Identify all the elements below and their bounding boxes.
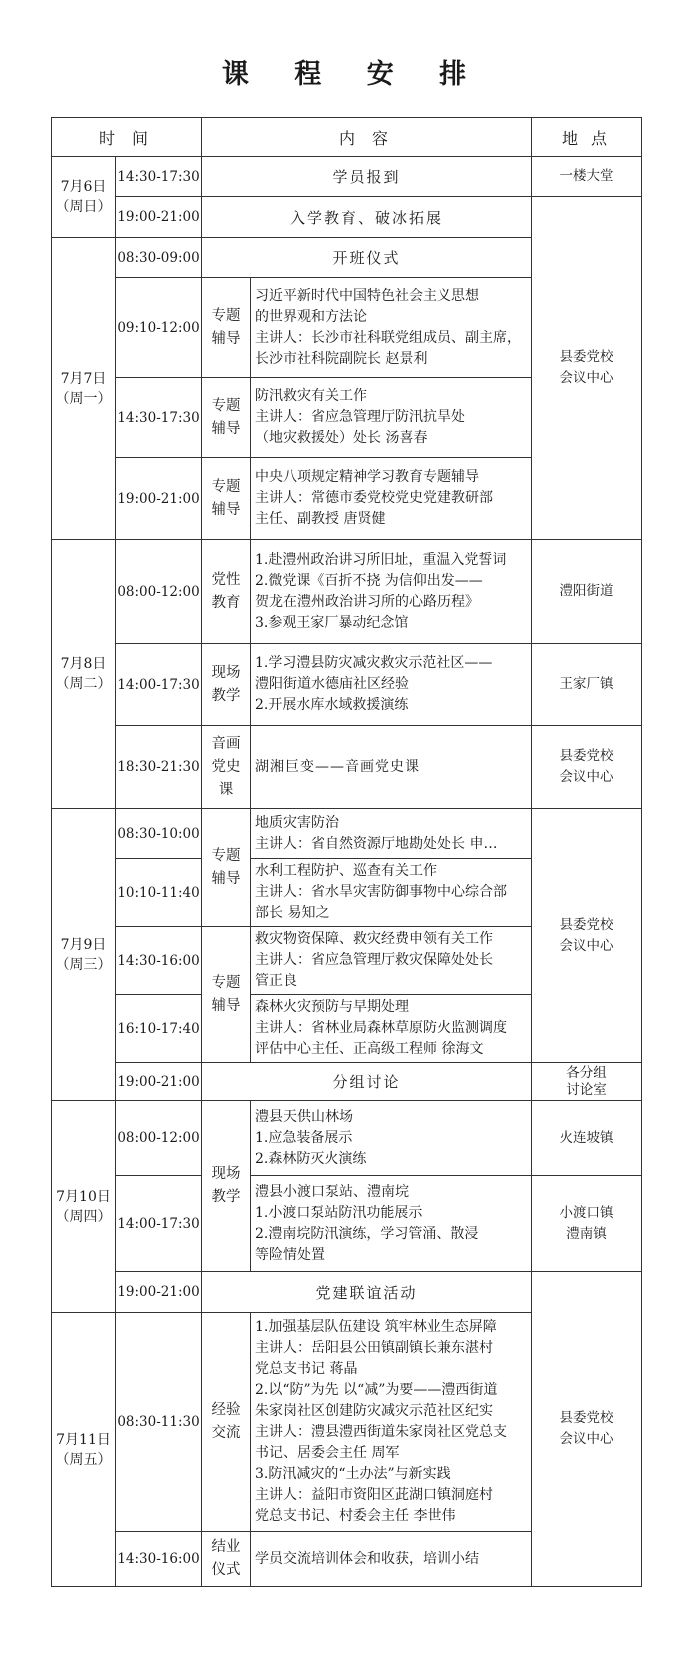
content-line: 主讲人：省应急管理厅救灾保障处处长 xyxy=(255,952,493,968)
content-cell xyxy=(251,927,532,995)
content-line: 1.小渡口泵站防汛功能展示 xyxy=(255,1204,423,1221)
date-label: 7月6日 xyxy=(60,179,107,195)
content-line: 2.森林防灭火演练 xyxy=(255,1150,367,1167)
type-label: 音画 xyxy=(211,735,241,752)
content-cell: 学员交流培训体会和收获，培训小结 xyxy=(251,1532,532,1587)
type-cell xyxy=(202,1101,251,1272)
time-cell: 10:10-11:40 xyxy=(116,859,202,927)
date-cell xyxy=(52,157,116,238)
time-cell: 14:30-16:00 xyxy=(116,1532,202,1587)
content-line: 救灾物资保障、救灾经费申领有关工作 xyxy=(255,931,493,947)
weekday-label: （周一） xyxy=(55,390,112,407)
location-line: 县委党校 xyxy=(559,748,614,764)
table-row xyxy=(52,1272,642,1313)
date-cell xyxy=(52,1313,116,1587)
type-label: 教育 xyxy=(211,594,241,611)
type-label: 经验 xyxy=(211,1402,241,1418)
table-row xyxy=(52,197,642,238)
location-cell xyxy=(532,809,642,1063)
location-cell xyxy=(532,1063,642,1101)
location-line: 会议中心 xyxy=(559,769,614,785)
content-line: 朱家岗社区创建防灾减灾示范社区纪实 xyxy=(255,1403,493,1419)
content-line: 水利工程防护、巡查有关工作 xyxy=(255,863,437,879)
content-line: 澧县小渡口泵站、澧南垸 xyxy=(255,1183,409,1200)
location-line: 各分组 xyxy=(566,1064,607,1081)
table-row xyxy=(52,157,642,197)
content-cell xyxy=(251,458,532,540)
content-cell xyxy=(251,378,532,458)
header-content: 内 容 xyxy=(202,118,532,157)
weekday-label: （周日） xyxy=(55,199,112,215)
time-cell: 18:30-21:30 xyxy=(116,726,202,809)
type-label: 仪式 xyxy=(211,1562,241,1578)
location-line: 县委党校 xyxy=(559,1410,614,1426)
schedule-table xyxy=(51,117,642,1587)
location-line: 会议中心 xyxy=(559,370,614,386)
location-line: 澧南镇 xyxy=(566,1225,607,1242)
content-line: 贺龙在澧州政治讲习所的心路历程》 xyxy=(255,593,479,610)
content-cell xyxy=(251,1176,532,1272)
content-line: 澧阳街道水德庙社区经验 xyxy=(255,676,409,692)
table-header-row xyxy=(52,118,642,157)
location-cell xyxy=(532,197,642,540)
content-cell xyxy=(251,859,532,927)
content-cell xyxy=(251,278,532,378)
type-label: 教学 xyxy=(211,1189,241,1205)
type-cell xyxy=(202,809,251,927)
table-row xyxy=(52,1176,642,1272)
time-cell: 14:00-17:30 xyxy=(116,1176,202,1272)
content-line: （地灾救援处）处长 汤喜春 xyxy=(255,430,428,446)
content-line: 主讲人：长沙市社科联党组成员、副主席， xyxy=(255,329,521,346)
content-cell xyxy=(251,644,532,726)
table-row xyxy=(52,1063,642,1101)
time-cell: 14:00-17:30 xyxy=(116,644,202,726)
type-cell xyxy=(202,540,251,644)
content-line: 部长 易知之 xyxy=(255,905,330,921)
content-cell xyxy=(251,1101,532,1176)
time-cell: 08:00-12:00 xyxy=(116,540,202,644)
date-label: 7月7日 xyxy=(60,370,107,387)
time-cell: 08:30-09:00 xyxy=(116,238,202,278)
type-label: 专题 xyxy=(211,847,241,864)
time-cell: 08:30-11:30 xyxy=(116,1313,202,1532)
time-cell: 19:00-21:00 xyxy=(116,458,202,540)
content-cell xyxy=(251,540,532,644)
location-line: 讨论室 xyxy=(566,1081,607,1098)
location-cell: 一楼大堂 xyxy=(532,157,642,197)
location-line: 会议中心 xyxy=(559,937,614,954)
type-label: 党性 xyxy=(211,571,241,588)
content-cell: 党建联谊活动 xyxy=(202,1272,532,1313)
time-cell: 14:30-17:30 xyxy=(116,378,202,458)
content-line: 主任、副教授 唐贤健 xyxy=(255,511,386,527)
type-cell xyxy=(202,378,251,458)
type-label: 辅导 xyxy=(211,870,241,887)
weekday-label: （周五） xyxy=(55,1451,112,1468)
date-label: 7月11日 xyxy=(56,1431,111,1448)
content-line: 长沙市社科院副院长 赵景利 xyxy=(255,350,428,367)
type-label: 结业 xyxy=(211,1539,241,1555)
content-line: 主讲人：澧县澧西街道朱家岗社区党总支 xyxy=(255,1424,507,1440)
type-cell xyxy=(202,1532,251,1587)
time-cell: 19:00-21:00 xyxy=(116,1272,202,1313)
time-cell: 19:00-21:00 xyxy=(116,1063,202,1101)
content-line: 森林火灾预防与早期处理 xyxy=(255,999,409,1015)
type-label: 辅导 xyxy=(211,997,241,1014)
date-label: 7月10日 xyxy=(56,1188,111,1205)
type-label: 现场 xyxy=(211,664,241,681)
page-title: 课 程 安 排 xyxy=(221,59,485,90)
date-cell xyxy=(52,238,116,540)
content-line: 2.微党课《百折不挠 为信仰出发—— xyxy=(255,572,483,589)
content-line: 党总支书记、村委会主任 李世伟 xyxy=(255,1508,456,1524)
content-cell xyxy=(251,809,532,859)
content-cell xyxy=(251,995,532,1063)
weekday-label: （周四） xyxy=(55,1208,112,1225)
content-cell: 开班仪式 xyxy=(202,238,532,278)
content-line: 管正良 xyxy=(255,973,297,989)
type-label: 现场 xyxy=(211,1166,241,1182)
content-line: 2.开展水库水域救援演练 xyxy=(255,697,409,713)
content-line: 主讲人：省林业局森林草原防火监测调度 xyxy=(255,1020,507,1036)
content-line: 2.以“防”为先 以“减”为要——澧西街道 xyxy=(255,1382,498,1398)
table-row xyxy=(52,644,642,726)
content-line: 中央八项规定精神学习教育专题辅导 xyxy=(255,469,479,485)
content-line: 3.参观王家厂暴动纪念馆 xyxy=(255,614,409,631)
time-cell: 14:30-16:00 xyxy=(116,927,202,995)
content-line: 主讲人：益阳市资阳区茈湖口镇洞庭村 xyxy=(255,1487,493,1503)
content-line: 防汛救灾有关工作 xyxy=(255,388,367,404)
time-cell: 08:00-12:00 xyxy=(116,1101,202,1176)
type-label: 课 xyxy=(218,781,234,798)
type-label: 专题 xyxy=(211,478,241,495)
content-cell xyxy=(251,1313,532,1532)
location-cell xyxy=(532,726,642,809)
location-line: 县委党校 xyxy=(559,349,614,365)
type-label: 交流 xyxy=(211,1425,241,1441)
location-cell: 火连坡镇 xyxy=(532,1101,642,1176)
date-cell xyxy=(52,1101,116,1313)
location-cell xyxy=(532,1176,642,1272)
content-line: 1.加强基层队伍建设 筑牢林业生态屏障 xyxy=(255,1319,497,1335)
content-line: 主讲人：常德市委党校党史党建教研部 xyxy=(255,490,493,506)
content-line: 主讲人：省自然资源厅地勘处处长 申… xyxy=(255,835,498,852)
type-cell xyxy=(202,1313,251,1532)
location-line: 小渡口镇 xyxy=(559,1204,614,1221)
table-row xyxy=(52,540,642,644)
type-label: 教学 xyxy=(211,687,241,704)
content-line: 主讲人：省应急管理厅防汛抗旱处 xyxy=(255,409,465,425)
content-cell: 入学教育、破冰拓展 xyxy=(202,197,532,238)
time-cell: 14:30-17:30 xyxy=(116,157,202,197)
content-cell: 湖湘巨变——音画党史课 xyxy=(251,726,532,809)
content-line: 3.防汛减灾的“土办法”与新实践 xyxy=(255,1466,451,1482)
table-row xyxy=(52,1101,642,1176)
type-label: 专题 xyxy=(211,307,241,324)
content-line: 党总支书记 蒋晶 xyxy=(255,1361,358,1377)
content-line: 主讲人：岳阳县公田镇副镇长兼东湛村 xyxy=(255,1340,493,1356)
content-line: 评估中心主任、正高级工程师 徐海文 xyxy=(255,1041,484,1057)
location-line: 会议中心 xyxy=(559,1431,614,1447)
content-line: 书记、居委会主任 周军 xyxy=(255,1445,400,1461)
type-cell xyxy=(202,927,251,1063)
type-cell xyxy=(202,726,251,809)
content-line: 1.赴澧州政治讲习所旧址，重温入党誓词 xyxy=(255,551,507,568)
type-cell xyxy=(202,278,251,378)
location-line: 县委党校 xyxy=(559,916,614,933)
content-line: 1.应急装备展示 xyxy=(255,1129,353,1146)
content-cell: 分组讨论 xyxy=(202,1063,532,1101)
date-cell xyxy=(52,809,116,1101)
location-cell: 王家厂镇 xyxy=(532,644,642,726)
header-location: 地 点 xyxy=(532,118,642,157)
content-line: 地质灾害防治 xyxy=(255,814,339,831)
type-label: 辅导 xyxy=(211,420,241,437)
content-line: 澧县天供山林场 xyxy=(255,1108,353,1125)
type-label: 辅导 xyxy=(211,330,241,347)
date-label: 7月9日 xyxy=(60,936,107,953)
type-label: 辅导 xyxy=(211,501,241,518)
header-time: 时 间 xyxy=(52,118,202,157)
content-line: 的世界观和方法论 xyxy=(255,308,367,325)
type-cell xyxy=(202,644,251,726)
type-label: 专题 xyxy=(211,974,241,991)
date-cell xyxy=(52,540,116,809)
content-line: 2.澧南垸防汛演练，学习管涌、散浸 xyxy=(255,1225,479,1242)
content-cell: 学员报到 xyxy=(202,157,532,197)
content-line: 主讲人：省水旱灾害防御事物中心综合部 xyxy=(255,884,507,900)
content-line: 等险情处置 xyxy=(255,1246,325,1263)
time-cell: 16:10-17:40 xyxy=(116,995,202,1063)
location-cell xyxy=(532,1272,642,1587)
table-row xyxy=(52,726,642,809)
type-label: 专题 xyxy=(211,397,241,414)
type-label: 党史 xyxy=(211,758,241,775)
time-cell: 19:00-21:00 xyxy=(116,197,202,238)
date-label: 7月8日 xyxy=(60,656,107,672)
table-row xyxy=(52,809,642,859)
weekday-label: （周二） xyxy=(55,676,112,692)
time-cell: 08:30-10:00 xyxy=(116,809,202,859)
content-line: 1.学习澧县防灾减灾救灾示范社区—— xyxy=(255,655,493,671)
time-cell: 09:10-12:00 xyxy=(116,278,202,378)
type-cell xyxy=(202,458,251,540)
location-cell: 澧阳街道 xyxy=(532,540,642,644)
weekday-label: （周三） xyxy=(55,956,112,973)
content-line: 习近平新时代中国特色社会主义思想 xyxy=(255,287,479,304)
